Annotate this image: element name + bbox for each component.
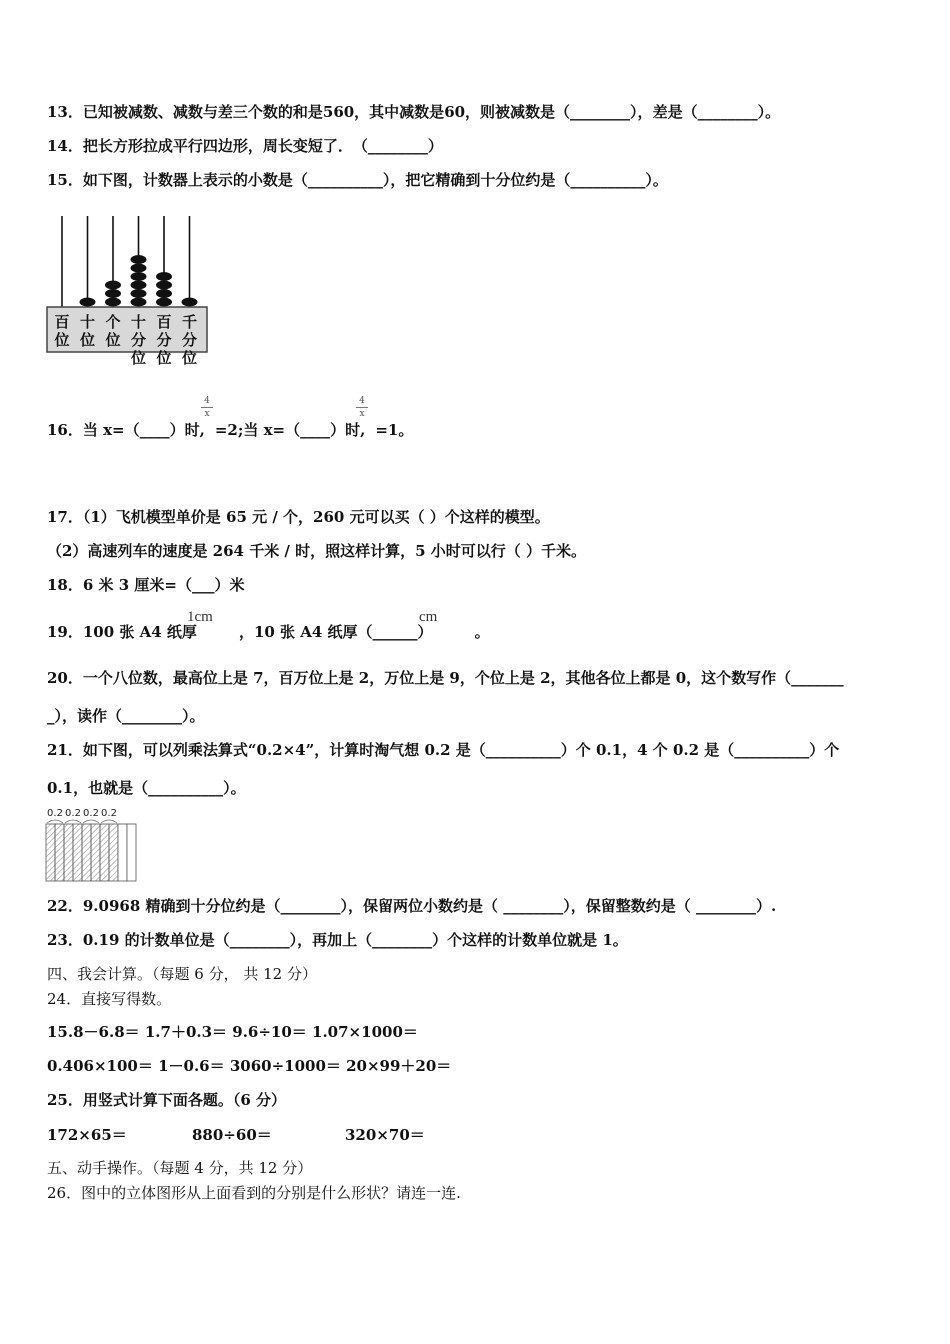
- strip-shaded-column: [55, 824, 64, 881]
- abacus-bead: [131, 281, 147, 290]
- question-17a: 17．（1）飞机模型单价是 65 元 / 个，260 元可以买（ ）个这样的模型。: [47, 508, 550, 526]
- abacus-label-char: 个: [105, 313, 121, 331]
- abacus-label-char: 位: [105, 331, 121, 349]
- strip-label: 0.2: [101, 808, 117, 819]
- strip-brace: [101, 820, 117, 823]
- abacus-label-char: 百: [54, 313, 70, 331]
- strip-label: 0.2: [83, 808, 99, 819]
- abacus-label-char: 位: [54, 331, 70, 349]
- abacus-bead: [156, 298, 172, 307]
- strip-shaded-column: [109, 824, 118, 881]
- question-21a: 21．如下图，可以列乘法算式“0.2×4”，计算时淘气想 0.2 是（__________）个 0.1，4 个 0.2 是（__________）个: [47, 741, 840, 759]
- q19-part3: 。: [474, 623, 490, 641]
- abacus-label-char: 位: [79, 331, 96, 349]
- q19-unit-1cm: 1cm: [187, 609, 213, 625]
- question-20a: 20．一个八位数，最高位上是 7，百万位上是 2，万位上是 9，个位上是 2，其他各位上都是 0，这个数写作（_______: [47, 669, 844, 687]
- q25-item-1: 172×65＝: [47, 1126, 127, 1144]
- strip-label: 0.2: [47, 808, 63, 819]
- strip-label: 0.2: [65, 808, 81, 819]
- abacus-bead: [182, 298, 198, 307]
- abacus-bead: [131, 264, 147, 273]
- q19-unit-cm: cm: [419, 609, 438, 625]
- strip-shaded-column: [100, 824, 109, 881]
- question-14: 14．把长方形拉成平行四边形，周长变短了． （________）: [47, 137, 443, 155]
- abacus-figure: [40, 210, 220, 370]
- strip-figure: [42, 804, 142, 886]
- frac-num: 4: [204, 396, 210, 406]
- question-22: 22．9.0968 精确到十分位约是（________），保留两位小数约是（ ________），保留整数约是（ ________）.: [47, 897, 777, 915]
- strip-empty-column: [118, 824, 127, 881]
- abacus-label-char: 百: [156, 313, 172, 331]
- q19-part2: ，10 张 A4 纸厚（______）: [238, 623, 433, 641]
- frac-den: x: [359, 409, 365, 419]
- frac-den: x: [204, 409, 210, 419]
- question-15: 15．如下图，计数器上表示的小数是（__________），把它精确到十分位约是（__________）。: [47, 171, 668, 189]
- abacus-bead: [131, 272, 147, 281]
- abacus-bead: [105, 298, 121, 307]
- abacus-bead: [156, 281, 172, 290]
- strip-columns: [46, 824, 136, 881]
- strip-shaded-column: [82, 824, 91, 881]
- abacus-bead: [156, 289, 172, 298]
- question-25: 25．用竖式计算下面各题。（6 分）: [47, 1091, 287, 1109]
- frac-num: 4: [359, 396, 365, 406]
- q16-part2: =2;当 x=（____）时,: [214, 421, 366, 439]
- strip-shaded-column: [64, 824, 73, 881]
- strip-brace: [47, 820, 63, 823]
- strip-brace: [65, 820, 81, 823]
- abacus-label-char: 十: [79, 313, 96, 331]
- abacus-bead: [105, 281, 121, 290]
- q25-item-2: 880÷60＝: [192, 1126, 272, 1144]
- strip-labels: [47, 808, 117, 823]
- question-23: 23．0.19 的计数单位是（________），再加上（________）个这样的计数单位就是 1。: [47, 931, 628, 949]
- q19-part1: 19．100 张 A4 纸厚: [47, 623, 197, 641]
- q24-row-2: 0.406×100＝ 1－0.6＝ 3060÷1000＝ 20×99＋20＝: [47, 1057, 452, 1075]
- abacus-bead: [105, 289, 121, 298]
- abacus-label-char: 位: [156, 349, 172, 367]
- abacus-label-char: 位: [181, 349, 198, 367]
- strip-shaded-column: [91, 824, 100, 881]
- fraction-4-over-x-1: [201, 396, 213, 419]
- abacus-label-char: 分: [181, 331, 198, 349]
- q25-item-3: 320×70＝: [345, 1126, 425, 1144]
- abacus-label-char: 千: [181, 313, 198, 331]
- strip-shaded-column: [73, 824, 82, 881]
- question-16: [47, 420, 413, 440]
- abacus-rods: [62, 216, 198, 307]
- q24-row-1: 15.8－6.8＝ 1.7＋0.3＝ 9.6÷10＝ 1.07×1000＝: [47, 1023, 418, 1041]
- section-5-heading: 五、动手操作。（每题 4 分，共 12 分）: [47, 1159, 313, 1177]
- question-24: 24．直接写得数。: [47, 990, 172, 1008]
- question-13: 13．已知被减数、减数与差三个数的和是560，其中减数是60，则被减数是（________），差是（________）。: [47, 103, 781, 121]
- abacus-bead: [131, 289, 147, 298]
- abacus-bead: [131, 255, 147, 264]
- strip-brace: [83, 820, 99, 823]
- abacus-label-char: 十: [130, 313, 147, 331]
- abacus-bead: [80, 298, 96, 307]
- abacus-label-char: 分: [156, 331, 172, 349]
- question-26: 26．图中的立体图形从上面看到的分别是什么形状？请连一连.: [47, 1184, 461, 1202]
- question-17b: （2）高速列车的速度是 264 千米 / 时，照这样计算，5 小时可以行（ ）千米。: [47, 542, 586, 560]
- abacus-label-char: 分: [130, 331, 147, 349]
- abacus-bead: [131, 298, 147, 307]
- q16-part1: 16．当 x=（____）时,: [47, 421, 205, 439]
- question-21b: 0.1，也就是（__________）。: [47, 779, 246, 797]
- abacus-label-char: 位: [130, 349, 147, 367]
- question-20b: _），读作（________）。: [47, 707, 205, 725]
- fraction-4-over-x-2: [356, 396, 368, 419]
- abacus-bead: [156, 272, 172, 281]
- strip-shaded-column: [46, 824, 55, 881]
- strip-empty-column: [127, 824, 136, 881]
- section-4-heading: 四、我会计算。（每题 6 分， 共 12 分）: [47, 965, 317, 983]
- question-18: 18．6 米 3 厘米=（___）米: [47, 576, 245, 594]
- q16-part3: =1。: [375, 421, 414, 439]
